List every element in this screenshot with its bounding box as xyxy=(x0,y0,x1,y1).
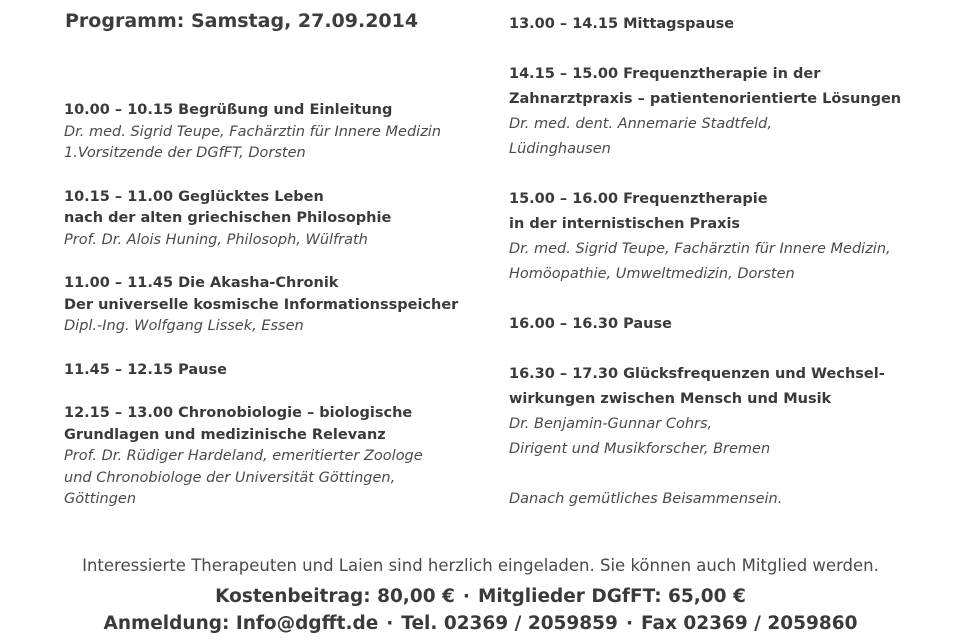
program-item-title: nach der alten griechischen Philosophie xyxy=(64,210,392,226)
program-item-speaker: Dr. Benjamin-Gunnar Cohrs, xyxy=(509,416,713,432)
program-item-title: 15.00 – 16.00 Frequenztherapie xyxy=(509,191,768,207)
registration-email[interactable]: Anmeldung: Info@dgfft.de xyxy=(103,613,379,634)
fax-number: Fax 02369 / 2059860 xyxy=(640,613,858,634)
program-item xyxy=(509,62,939,162)
program-item-title: in der internistischen Praxis xyxy=(509,216,741,232)
program-item-speaker: und Chronobiologe der Universität Göttingen, xyxy=(64,469,396,486)
registration-line xyxy=(0,613,961,634)
program-item-title: 16.30 – 17.30 Glücksfrequenzen und Wechsel- xyxy=(509,366,885,382)
spacer xyxy=(509,337,939,362)
program-item-speaker: Lüdinghausen xyxy=(509,141,611,157)
program-item-title: Der universelle kosmische Informationsspeicher xyxy=(64,296,459,313)
program-item-speaker: Dr. med. Sigrid Teupe, Fachärztin für Innere Medizin, xyxy=(509,241,891,257)
program-item xyxy=(509,312,939,337)
program-item xyxy=(64,360,484,382)
program-item-speaker: Prof. Dr. Rüdiger Hardeland, emeritierter Zoologe xyxy=(64,448,423,464)
program-item-title: 10.15 – 11.00 Geglücktes Leben xyxy=(64,188,324,205)
spacer xyxy=(509,287,939,312)
program-item xyxy=(64,403,484,511)
program-item xyxy=(509,187,939,287)
program-item-speaker: Dirigent und Musikforscher, Bremen xyxy=(509,441,771,457)
spacer xyxy=(509,37,939,62)
program-item-speaker: Dr. med. dent. Annemarie Stadtfeld, xyxy=(509,116,772,132)
spacer xyxy=(64,338,484,360)
program-item-title: Zahnarztpraxis – patientenorientierte Lösungen xyxy=(509,91,902,107)
telephone-number: Tel. 02369 / 2059859 xyxy=(401,613,618,634)
fee-text: Kostenbeitrag: 80,00 € xyxy=(215,586,455,607)
program-item-title: 14.15 – 15.00 Frequenztherapie in der xyxy=(509,66,821,82)
program-item-speaker: Dr. med. Sigrid Teupe, Fachärztin für Innere Medizin xyxy=(64,123,442,140)
program-item xyxy=(64,187,484,252)
program-item-title: 10.00 – 10.15 Begrüßung und Einleitung xyxy=(64,102,393,118)
program-item xyxy=(64,100,484,165)
program-item-title: 13.00 – 14.15 Mittagspause xyxy=(509,16,735,32)
separator: · xyxy=(462,586,470,607)
program-column-left xyxy=(64,100,484,511)
program-item-title: 12.15 – 13.00 Chronobiologie – biologische xyxy=(64,405,413,421)
spacer xyxy=(509,462,939,487)
fee-line xyxy=(0,586,961,607)
program-column-right xyxy=(509,12,939,512)
invitation-text: Interessierte Therapeuten und Laien sind herzlich eingeladen. Sie können auch Mitglied werden. xyxy=(82,556,879,575)
spacer xyxy=(64,381,484,403)
spacer xyxy=(64,251,484,273)
members-fee-text: Mitglieder DGfFT: 65,00 € xyxy=(477,586,746,607)
spacer xyxy=(509,162,939,187)
program-item-speaker: Danach gemütliches Beisammensein. xyxy=(509,491,783,507)
program-item-title: wirkungen zwischen Mensch und Musik xyxy=(509,391,832,407)
program-item-speaker: Göttingen xyxy=(64,491,137,507)
separator: · xyxy=(625,613,633,634)
program-item-speaker: Homöopathie, Umweltmedizin, Dorsten xyxy=(509,266,795,282)
program-item xyxy=(509,12,939,37)
program-item xyxy=(64,273,484,338)
program-item-speaker: 1.Vorsitzende der DGfFT, Dorsten xyxy=(64,145,306,161)
page-title: Programm: Samstag, 27.09.2014 xyxy=(65,10,419,32)
program-item-title: 16.00 – 16.30 Pause xyxy=(509,316,672,332)
program-item-title: Grundlagen und medizinische Relevanz xyxy=(64,426,386,443)
program-item-title: 11.45 – 12.15 Pause xyxy=(64,361,227,378)
program-item-speaker: Prof. Dr. Alois Huning, Philosoph, Wülfrath xyxy=(64,231,368,248)
program-item-title: 11.00 – 11.45 Die Akasha-Chronik xyxy=(64,275,339,291)
program-item xyxy=(509,362,939,462)
program-item xyxy=(509,487,939,512)
separator: · xyxy=(386,613,394,634)
spacer xyxy=(64,165,484,187)
program-item-speaker: Dipl.-Ing. Wolfgang Lissek, Essen xyxy=(64,318,304,334)
